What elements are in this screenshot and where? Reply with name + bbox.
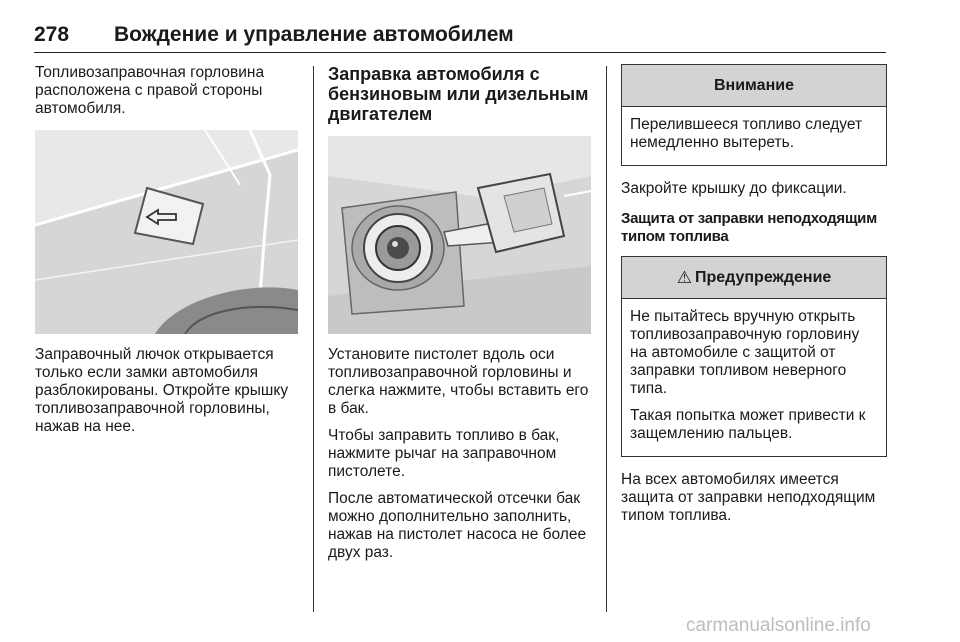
column-1 — [35, 64, 300, 445]
warning-text: Не пытайтесь вручную открыть топливозаправочную горловину на автомобиле с защитой от заправки топливом неверного типа. — [630, 308, 860, 397]
misfuel-protection-text: На всех автомобилях имеется защита от заправки неподходящим типом топлива. — [621, 471, 876, 524]
close-cap-text: Закройте крышку до фиксации. — [621, 180, 847, 197]
fuel-door-text: Заправочный лючок открывается только если замки автомобиля разблокированы. Откройте крышку топливозаправочной горловины, нажав на нее. — [35, 346, 289, 435]
warning-triangle-icon: ⚠ — [676, 268, 692, 287]
section-heading: Заправка автомобиля с бензиновым или дизельным двигателем — [328, 64, 589, 124]
page-number: 278 — [34, 23, 70, 46]
watermark: carmanualsonline.info — [686, 615, 871, 636]
column-divider — [606, 66, 607, 612]
column-divider — [313, 66, 314, 612]
chapter-title: Вождение и управление автомобилем — [114, 23, 514, 46]
attention-text-container — [622, 107, 886, 165]
paragraph: Установите пистолет вдоль оси топливозаправочной горловины и слегка нажмите, чтобы вставить его в бак. — [328, 346, 589, 417]
intro-text: Топливозаправочная горловина расположена с правой стороны автомобиля. — [35, 64, 265, 117]
warning-box — [621, 256, 887, 457]
column-2 — [328, 64, 594, 571]
page-header — [34, 22, 886, 53]
attention-text: Перелившееся топливо следует немедленно вытереть. — [630, 116, 863, 151]
attention-box — [621, 64, 887, 166]
warning-text-container — [622, 299, 886, 456]
paragraph: Чтобы заправить топливо в бак, нажмите рычаг на заправочном пистолете. — [328, 427, 560, 480]
fuel-door-illustration — [35, 130, 298, 334]
filler-neck-illustration — [328, 136, 591, 334]
warning-text: Такая попытка может привести к защемлению пальцев. — [630, 407, 866, 442]
column-3 — [621, 64, 887, 534]
warning-title-bar — [622, 257, 886, 299]
warning-title: Предупреждение — [694, 269, 832, 286]
paragraph: После автоматической отсечки бак можно дополнительно заполнить, нажав на пистолет насоса не более двух раз. — [328, 490, 587, 561]
attention-title: Внимание — [622, 65, 886, 107]
subsection-heading: Защита от заправки неподходящим типом топлива — [621, 210, 877, 245]
